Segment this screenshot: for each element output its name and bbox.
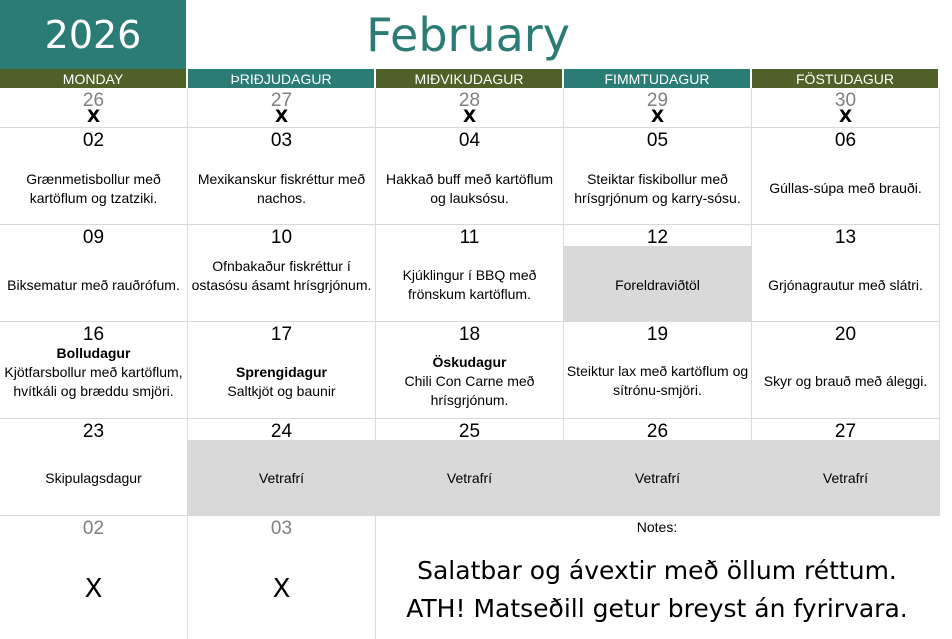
- meal-text: Vetrafrí: [446, 470, 493, 486]
- day-cell: [0, 128, 188, 225]
- day-cell: [0, 322, 188, 419]
- day-cell: [188, 419, 376, 516]
- meal-text: Mexikanskur fiskréttur með nachos.: [197, 171, 366, 206]
- day-number: 26: [82, 90, 105, 111]
- closed-mark: X: [272, 574, 291, 604]
- day-number: 03: [270, 130, 293, 151]
- next-month-cell: [0, 516, 188, 639]
- day-number: 09: [82, 227, 105, 248]
- meal-text: Gúllas-súpa með brauði.: [769, 180, 922, 196]
- prev-month-cell: [0, 88, 188, 128]
- meal-text: Steiktar fiskibollur með hrísgrjónum og karry-sósu.: [574, 171, 741, 206]
- prev-month-cell: [564, 88, 752, 128]
- day-cell: [752, 322, 940, 419]
- day-cell: [188, 322, 376, 419]
- prev-month-cell: [752, 88, 940, 128]
- day-number: 04: [458, 130, 481, 151]
- day-cell: [0, 225, 188, 322]
- day-number: 30: [834, 90, 857, 111]
- day-number: 03: [270, 518, 293, 539]
- day-number: 06: [834, 130, 857, 151]
- day-cell: [376, 419, 564, 516]
- day-number: 25: [458, 421, 481, 442]
- closed-mark: X: [650, 107, 665, 127]
- closed-mark: X: [84, 574, 103, 604]
- year-label: 2026: [0, 0, 186, 69]
- prev-month-cell: [376, 88, 564, 128]
- special-day-label: Öskudagur: [432, 354, 507, 370]
- day-number: 16: [82, 324, 105, 345]
- prev-month-cell: [188, 88, 376, 128]
- meal-text: Steiktur lax með kartöflum og sítrónu-smjöri.: [566, 363, 749, 398]
- day-cell: [564, 322, 752, 419]
- day-cell: [376, 225, 564, 322]
- meal-text: Ofnbakaður fiskréttur í ostasósu ásamt hrísgrjónum.: [191, 258, 372, 293]
- day-cell: [752, 419, 940, 516]
- day-cell: [564, 128, 752, 225]
- notes-line-disclaimer: ATH! Matseðill getur breyst án fyrirvara.: [406, 594, 908, 623]
- day-number: 11: [459, 227, 480, 248]
- day-number: 24: [270, 421, 293, 442]
- meal-text: Skyr og brauð með áleggi.: [763, 373, 928, 389]
- day-number: 23: [82, 421, 105, 442]
- notes-line-salad-bar: Salatbar og ávextir með öllum réttum.: [417, 556, 897, 585]
- special-day-label: Sprengidagur: [235, 364, 327, 380]
- month-title: February: [366, 7, 570, 62]
- meal-text: Biksematur með rauðrófum.: [7, 277, 180, 293]
- day-cell: [752, 225, 940, 322]
- closed-mark: X: [462, 107, 477, 127]
- next-month-cell: [188, 516, 376, 639]
- closed-mark: X: [86, 107, 101, 127]
- meal-text: Vetrafrí: [634, 470, 681, 486]
- notes-label: Notes:: [636, 519, 678, 535]
- day-cell: [376, 322, 564, 419]
- day-number: 05: [646, 130, 669, 151]
- weekday-header-tuesday: ÞRIÐJUDAGUR: [188, 69, 374, 88]
- meal-text: Skipulagsdagur: [45, 470, 142, 486]
- day-number: 20: [834, 324, 857, 345]
- day-number: 10: [270, 227, 293, 248]
- day-number: 17: [270, 324, 293, 345]
- closed-mark: X: [838, 107, 853, 127]
- weekday-header-wednesday: MIÐVIKUDAGUR: [376, 69, 562, 88]
- meal-text: Vetrafrí: [822, 470, 869, 486]
- day-number: 19: [646, 324, 669, 345]
- day-cell: [0, 419, 188, 516]
- day-cell: [564, 419, 752, 516]
- day-number: 27: [834, 421, 857, 442]
- day-number: 18: [458, 324, 481, 345]
- meal-text: Hakkað buff með kartöflum og lauksósu.: [385, 171, 554, 206]
- day-number: 02: [82, 130, 105, 151]
- day-number: 26: [646, 421, 669, 442]
- weekday-header-thursday: FIMMTUDAGUR: [564, 69, 750, 88]
- weekday-header-monday: MONDAY: [0, 69, 186, 88]
- weekday-header-friday: FÖSTUDAGUR: [752, 69, 938, 88]
- meal-text: Kjúklingur í BBQ með frönskum kartöflum.: [402, 267, 537, 302]
- meal-text: Chili Con Carne með hrísgrjónum.: [404, 373, 535, 408]
- day-number: 02: [82, 518, 105, 539]
- day-cell: [752, 128, 940, 225]
- meal-text: Kjötfarsbollur með kartöflum, hvítkáli og bræddu smjöri.: [4, 364, 183, 399]
- day-cell: [376, 128, 564, 225]
- meal-text: Foreldraviðtöl: [615, 277, 700, 293]
- day-number: 28: [458, 90, 481, 111]
- day-number: 12: [646, 227, 669, 248]
- day-number: 29: [646, 90, 669, 111]
- day-cell: [564, 225, 752, 322]
- day-cell: [188, 225, 376, 322]
- day-cell: [188, 128, 376, 225]
- special-day-label: Bolludagur: [56, 345, 131, 361]
- day-number: 13: [834, 227, 857, 248]
- day-number: 27: [270, 90, 293, 111]
- meal-text: Grænmetisbollur með kartöflum og tzatziki.: [26, 171, 161, 206]
- meal-text: Grjónagrautur með slátri.: [768, 277, 923, 293]
- meal-text: Saltkjöt og baunir: [227, 383, 336, 399]
- meal-text: Vetrafrí: [258, 470, 305, 486]
- closed-mark: X: [274, 107, 289, 127]
